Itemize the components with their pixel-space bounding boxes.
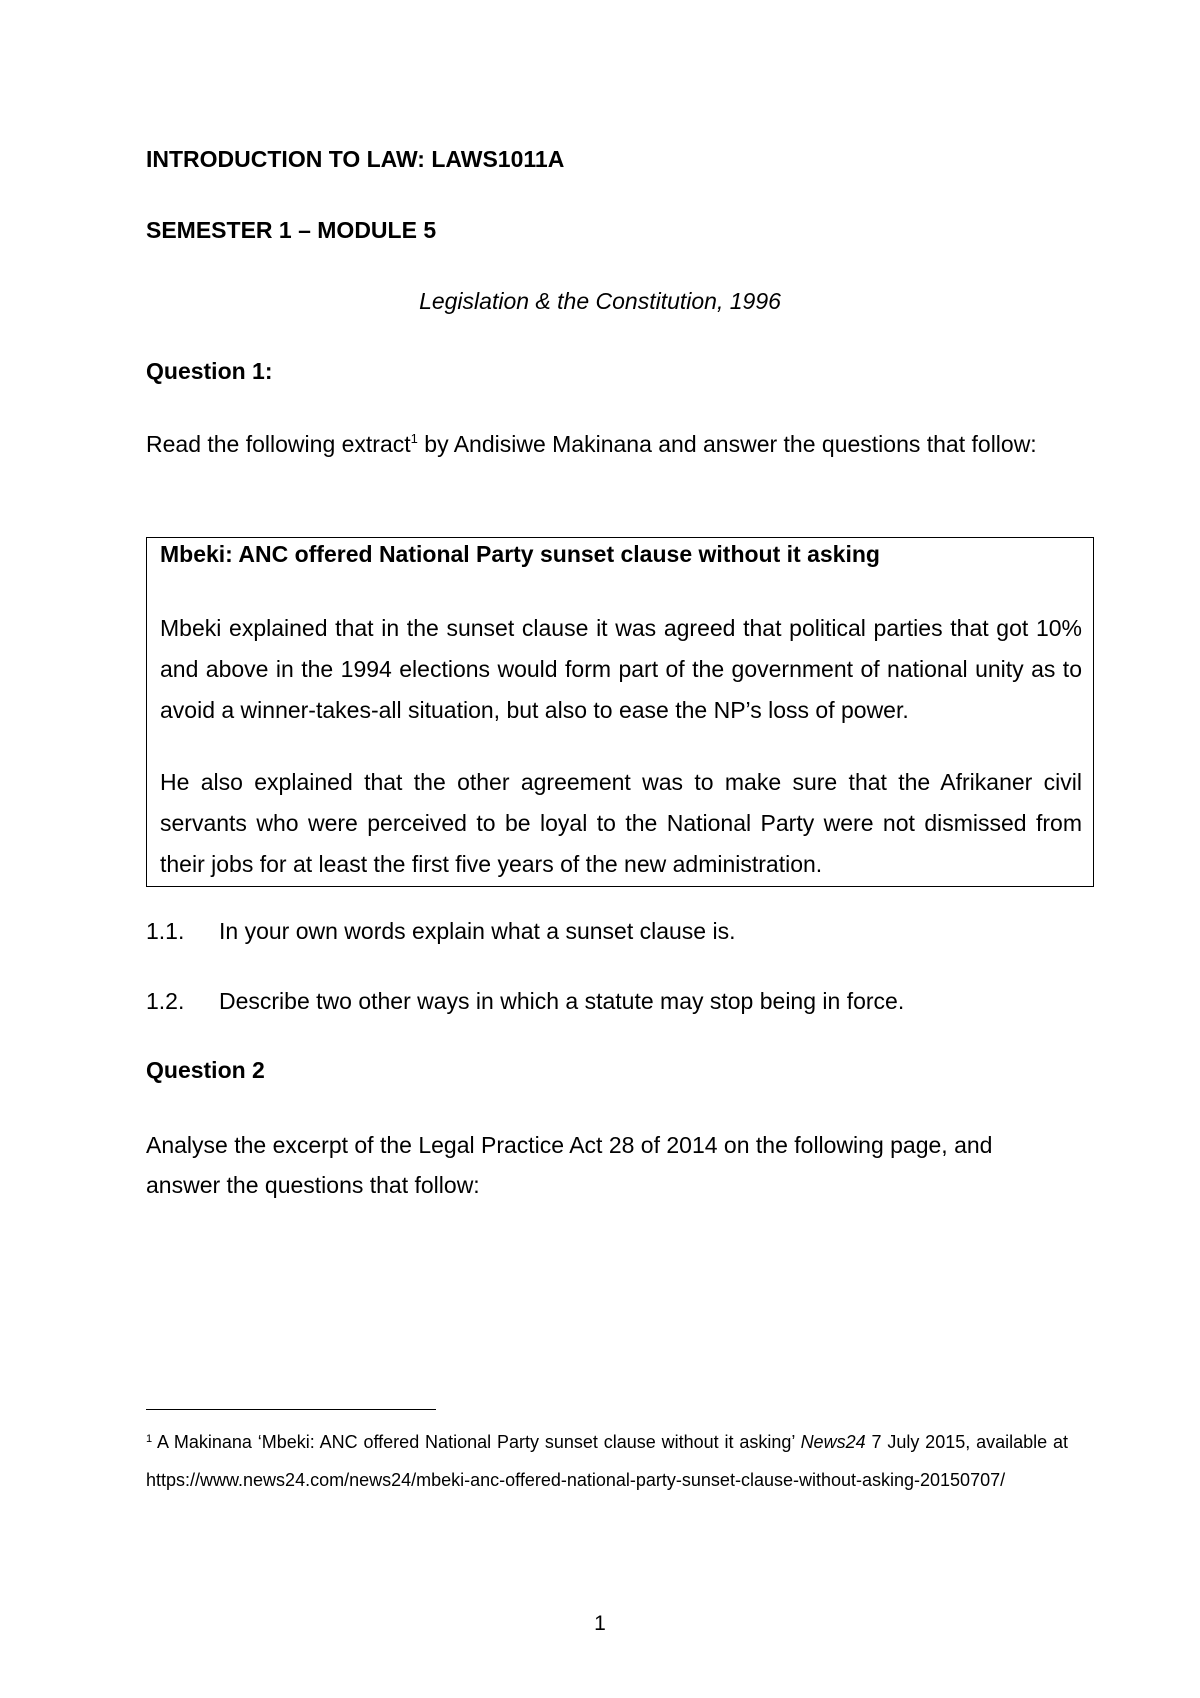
- extract-paragraph-1: Mbeki explained that in the sunset clause it was agreed that political parties that got 10% and above in the 1994 elections would form part of the government of national unity as to avoid a winner-takes-all situation, but also to ease the NP’s loss of power.: [160, 615, 1082, 723]
- footnote-text-end[interactable]: 7 July 2015, available at https://www.news24.com/news24/mbeki-anc-offered-national-party-sunset-clause-without-asking-20150707/: [146, 1432, 1068, 1490]
- semester-module-heading: SEMESTER 1 – MODULE 5: [146, 217, 437, 243]
- question-item-number: 1.2.: [146, 988, 185, 1014]
- question-1-intro: [146, 424, 1064, 464]
- footnote-text-start: A Makinana ‘Mbeki: ANC offered National Party sunset clause without it asking’: [152, 1432, 801, 1452]
- document-subtitle: Legislation & the Constitution, 1996: [419, 288, 781, 314]
- question-1-heading: Question 1:: [146, 358, 273, 384]
- question-item-text: In your own words explain what a sunset clause is.: [219, 918, 736, 944]
- question-2-paragraph: Analyse the excerpt of the Legal Practice Act 28 of 2014 on the following page, and answer the questions that follow:: [146, 1132, 993, 1198]
- footnote-separator: [146, 1409, 436, 1410]
- intro-text-start: Read the following extract: [146, 431, 411, 457]
- extract-title: Mbeki: ANC offered National Party sunset clause without it asking: [160, 541, 880, 567]
- footnote: [146, 1423, 1068, 1499]
- footnote-reference[interactable]: 1: [410, 431, 418, 446]
- intro-text-end: by Andisiwe Makinana and answer the questions that follow:: [417, 431, 1037, 457]
- footnote-publication: News24: [800, 1432, 866, 1452]
- question-item-number: 1.1.: [146, 918, 185, 944]
- course-title: INTRODUCTION TO LAW: LAWS1011A: [146, 146, 565, 172]
- question-item-text: Describe two other ways in which a statute may stop being in force.: [219, 988, 905, 1014]
- page-number: 1: [594, 1612, 606, 1635]
- footnote-marker: 1: [146, 1433, 153, 1445]
- question-2-heading: Question 2: [146, 1057, 265, 1083]
- extract-paragraph-2: He also explained that the other agreement was to make sure that the Afrikaner civil servants who were perceived to be loyal to the National Party were not dismissed from their jobs for at least the first five years of the new administration.: [160, 769, 1082, 877]
